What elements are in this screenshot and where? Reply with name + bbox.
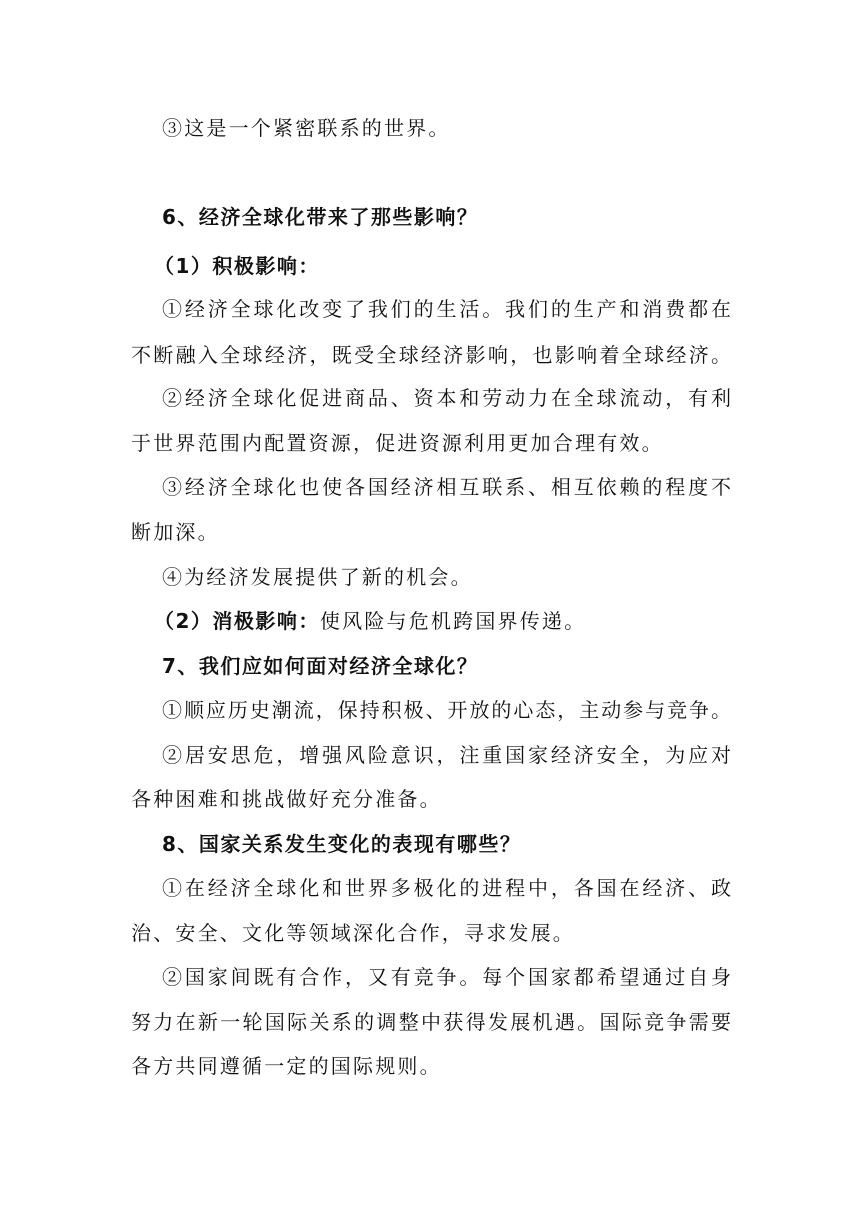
section-heading-8: 8、国家关系发生变化的表现有哪些？ (162, 832, 522, 856)
subheading-negative: （2）消极影响： (154, 609, 320, 633)
text-line: ②居安思危，增强风险意识，注重国家经济安全，为应对 (162, 743, 731, 767)
section-heading-7: 7、我们应如何面对经济全球化？ (162, 654, 479, 678)
text-line: ④为经济发展提供了新的机会。 (162, 565, 473, 589)
text-line: ②国家间既有合作，又有竞争。每个国家都希望通过自身 (162, 965, 731, 989)
text-line: ②经济全球化促进商品、资本和劳动力在全球流动，有利 (162, 386, 731, 410)
subheading-positive: （1）积极影响： (154, 254, 320, 278)
text-line: ①经济全球化改变了我们的生活。我们的生产和消费都在 (162, 297, 731, 321)
text-line: 于世界范围内配置资源，促进资源利用更加合理有效。 (131, 431, 664, 455)
text-line: 努力在新一轮国际关系的调整中获得发展机遇。国际竞争需要 (131, 1010, 731, 1034)
text-line: 不断融入全球经济，既受全球经济影响，也影响着全球经济。 (131, 343, 731, 367)
text-line: 治、安全、文化等领域深化合作，寻求发展。 (131, 921, 575, 945)
text-line: ③这是一个紧密联系的世界。 (162, 116, 451, 140)
section-heading-6: 6、经济全球化带来了那些影响？ (162, 205, 479, 229)
subheading-negative-line (154, 606, 774, 636)
text-line: 断加深。 (131, 520, 220, 544)
text-line: 各方共同遵循一定的国际规则。 (131, 1054, 442, 1078)
text-line: 各种困难和挑战做好充分准备。 (131, 787, 442, 811)
text-line: ①在经济全球化和世界多极化的进程中，各国在经济、政 (162, 876, 731, 900)
text-line: ①顺应历史潮流，保持积极、开放的心态，主动参与竞争。 (162, 698, 731, 722)
text-line: ③经济全球化也使各国经济相互联系、相互依赖的程度不 (162, 475, 731, 499)
text-line: 使风险与危机跨国界传递。 (319, 609, 587, 633)
